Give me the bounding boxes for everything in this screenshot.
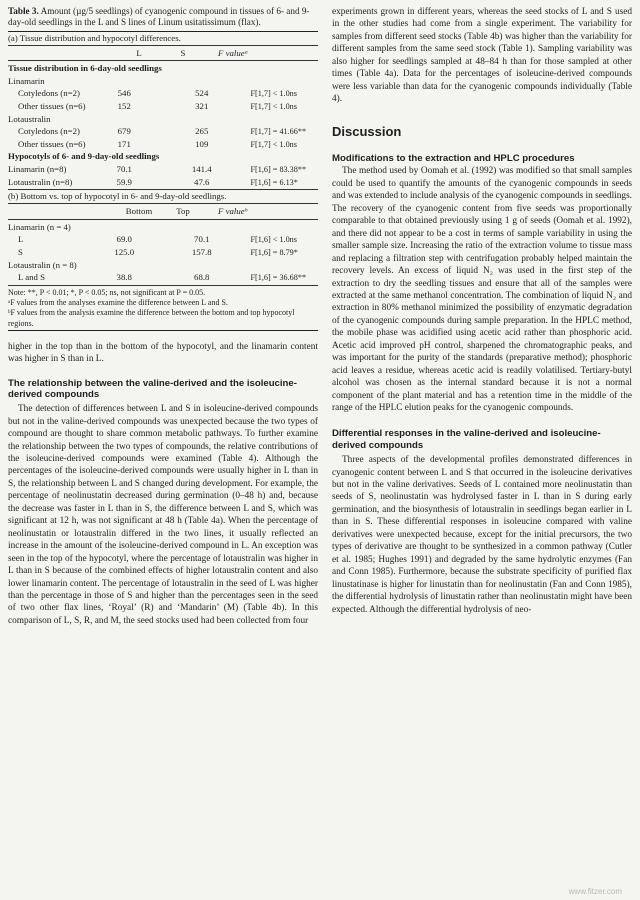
table-cell: 265 (195, 126, 209, 137)
table-note: ᵇF values from the analysis examine the difference between the bottom and top hypocotyl regions. (8, 308, 295, 328)
table-row (8, 125, 318, 138)
table-cell: Cotyledons (n=2) (18, 88, 80, 99)
table-rule (8, 203, 318, 204)
table-rule (8, 219, 318, 220)
table-header-cell: F valueᵇ (218, 206, 247, 217)
table-subgroup-label: Lotaustralin (8, 113, 51, 124)
table-part-b (8, 205, 328, 218)
table-cell: F[1,6] = 83.38** (250, 164, 307, 174)
table-header-cell: F valueᵃ (218, 47, 249, 58)
table-cell: 69.0 (116, 234, 132, 245)
body-paragraph: The method used by Oomah et al. (1992) was modified so that small samples could be used to quantify the amounts of the cyanogenic compounds in seeds and was extended to include analysis of the cyanogenic compounds in seedlings. The recovery of the cyanogenic content from five seeds was proportionally comparable to that obtained previously using 1 g of seeds (Oomah et al. 1992), and there did not appear to be a cost in terms of sample variability in using the smaller sample size. Increasing the ratio of the extraction volume to tissue mass and replacing a filtration step with centrifugation probably helped maintain the recovery levels. An excess of liquid N₂ was used in the first step of the extraction to dry the seedling tissues and ensure that all of the samples were extracted at the same methanol concentration. The combination of liquid N₂ and extraction in 80% methanol minimized the possibility of enzymatic degradation of the cyanogenic compounds during sample preparation. In the HPLC method, the mobile phase was acidified using acetic acid rather than phosphoric acid. Acetic acid improved pH control, sharpened the chromatographic peaks, and was important for the purity of the standards (preparative method); phosphoric acid leaves a residue, whereas acetic acid is readily volatilised. Tertiary-butyl alcohol was chosen as the internal standard because it is not a normal component of the plant material and has a retention time in the middle of the range of the HPLC elution peaks for the cyanogenic compounds. (332, 166, 633, 414)
table-cell: Other tissues (n=6) (18, 100, 86, 111)
right-column (332, 6, 632, 616)
table-header-cell: Bottom (125, 206, 153, 217)
section-heading: Differential responses in the valine-derived and isoleucine-derived compounds (332, 428, 601, 452)
table-cell: Cotyledons (n=2) (18, 126, 80, 137)
table-cell: F[1,6] = 6.13* (250, 177, 298, 187)
table-rule (8, 189, 318, 190)
table-caption-text: Amount (µg/5 seedlings) of cyanogenic compound in tissues of 6- and 9-day-old seedlings in the L and S lines of Linum usitatissimum (flax). (8, 6, 310, 28)
body-paragraph: experiments grown in different years, whereas the seed stocks of L and S used in the other studies had come from a single experiment. The variability for samples from different seed stocks (Table 4b) was higher than the variability for different samples from the same seed stock (Table 1). Sampling variability was also higher for seedlings sampled at 48–84 h than for those sampled at other times (Table 4a). Data for the percentages of isoleucine-derived compounds were less variable than data for the cyanogenic compounds individually (Table 4). (332, 7, 632, 105)
table-cell: 157.8 (191, 246, 212, 257)
table-label: Table 3. (8, 6, 39, 16)
table-caption (8, 6, 318, 29)
section-heading: The relationship between the valine-derived and the isoleucine-derived compounds (8, 377, 297, 401)
table-cell: 59.9 (116, 176, 132, 187)
table-header-cell: Top (176, 206, 190, 217)
table-cell: F[1,6] = 36.68** (250, 273, 307, 283)
table-header-cell: L (136, 47, 142, 58)
table-cell: L and S (18, 272, 46, 283)
table-end-rule (8, 330, 318, 331)
table-cell: 70.1 (194, 234, 210, 245)
body-paragraph: higher in the top than in the bottom of the hypocotyl, and the linamarin content was higher in S than in L. (8, 341, 318, 365)
table-header-row (8, 205, 328, 218)
table-cell: Other tissues (n=6) (18, 138, 86, 149)
table-3 (8, 6, 318, 331)
table-cell: Lotaustralin (n=8) (8, 176, 73, 187)
table-cell: 38.8 (116, 272, 132, 283)
table-cell: 679 (117, 126, 131, 137)
body-paragraph: The detection of differences between L and S in isoleucine-derived compounds but not in the valine-derived compounds was unexpected because the two types of compound are thought to share common metabolic pathways. To further examine the relationship between the two types of compounds, the relative contributions of the isoleucine-derived compounds were examined (Table 4). Although the percentages of the isoleucine-derived compounds were usually higher in L than in S, the relationship between L and S changed during development. For example, the percentage of neolinustatin decreased during germination (0–48 h) and, because the decrease was faster in L than in S, the difference between L and S, which was significant at 12 h, was not significant at 48 h (Table 4a). When the percentage of neolinustatin or lotaustralin differed in the two lines, it usually reflected an increase in the amount of the isoleucine-derived compound in L. An exception was seen in the top of the hypocotyl, where the percentage of lotaustralin was higher in L than in S because of the combined effects of higher lotaustralin content and also lower linamarin content. The percentage of lotaustralin in the seed of L was higher than the percentage in those of S and higher than the percentages seen in the seed of two other flax lines, ‘Royal’ (R) and ‘Mandarin’ (M) (Table 4b). In this comparison of L, S, R, and M, the seed stocks used had been collected from four (8, 404, 318, 626)
table-cell: 68.8 (194, 272, 210, 283)
table-bottom-rule (8, 285, 318, 286)
table-subgroup-label: Lotaustralin (n = 8) (8, 259, 77, 270)
left-column (8, 6, 318, 627)
section-title: Discussion (332, 123, 402, 139)
table-cell: 125.0 (114, 246, 135, 257)
table-cell: 321 (195, 100, 209, 111)
table-row (8, 100, 318, 113)
table-cell: Linamarin (n=8) (8, 163, 67, 174)
table-row (8, 163, 318, 176)
body-paragraph: Three aspects of the developmental profiles demonstrated differences in cyanogenic content between L and S that occurred in the isoleucine derivatives but not in the valine derivatives. Seeds of L contained more neolinustatin than seeds of S, neolinustatin was hydrolysed faster in L than in S during early germination, and the biosynthesis of lotaustralin in seedlings began earlier in L than in S. These differential responses in isoleucine compared with valine derivatives were unexpected because, except for the initial precursors, the two types of derivative are thought to be synthesized in a common pathway (Cutler et al. 1985; Hughes 1991) and degraded by the same hydrolytic enzymes (Fan and Conn 1985). Furthermore, because the substrate specificity of purified flax linustatinase is higher for linustatin than for neolinustatin (Fan and Conn 1985), the differential hydrolysis of linustatin rather than neolinustatin might have been expected. Although the differential hydrolysis of neo- (332, 455, 632, 615)
table-row (8, 234, 318, 247)
table-cell: 70.1 (116, 163, 132, 174)
table-row (8, 246, 318, 259)
table-cell: 47.6 (194, 176, 210, 187)
section-heading: Modifications to the extraction and HPLC procedures (332, 152, 575, 164)
table-cell: 141.4 (191, 163, 212, 174)
table-cell: 109 (195, 138, 209, 149)
watermark: www.fitzer.com (568, 887, 622, 896)
table-part-b-title: (b) Bottom vs. top of hypocotyl in 6- and 9-day-old seedlings. (8, 191, 227, 202)
table-header-row (8, 47, 328, 60)
table-top-rule (8, 31, 318, 32)
table-cell: 152 (117, 100, 131, 111)
table-notes (8, 288, 318, 329)
table-cell: F[1,7] = 41.66** (250, 127, 307, 137)
table-row (8, 138, 318, 151)
table-subgroup-label: Linamarin (8, 75, 45, 86)
table-note: Note: **, P < 0.01; *, P < 0.05; ns, not significant at P = 0.05. (8, 287, 206, 297)
table-cell: F[1,7] < 1.0ns (250, 101, 297, 111)
table-cell: 171 (117, 138, 131, 149)
table-part-a (8, 47, 328, 60)
table-row (8, 88, 318, 101)
table-cell: F[1,6] < 1.0ns (250, 235, 297, 245)
table-header-cell (8, 47, 120, 60)
table-cell: F[1,7] < 1.0ns (250, 89, 297, 99)
table-cell: F[1,7] < 1.0ns (250, 139, 297, 149)
table-subgroup-row (8, 113, 318, 126)
table-cell: F[1,6] = 8.79* (250, 247, 298, 257)
table-cell: S (18, 246, 23, 257)
table-part-a-title: (a) Tissue distribution and hypocotyl differences. (8, 32, 181, 43)
table-part-a-body (8, 62, 318, 188)
table-rule (8, 60, 318, 61)
table-cell: 546 (117, 88, 131, 99)
table-group-label: Hypocotyls of 6- and 9-day-old seedlings (8, 151, 160, 162)
table-note: ᵃF values from the analyses examine the difference between L and S. (8, 298, 228, 308)
table-group-row (8, 151, 318, 164)
table-subgroup-row (8, 259, 318, 272)
table-subgroup-row (8, 221, 318, 234)
table-subgroup-row (8, 75, 318, 88)
table-row (8, 271, 318, 284)
table-header-cell (8, 205, 120, 218)
table-cell: L (18, 234, 24, 245)
table-rule (8, 45, 318, 46)
table-header-cell: S (180, 47, 186, 58)
table-cell: 524 (195, 88, 209, 99)
table-group-label: Tissue distribution in 6-day-old seedlings (8, 63, 162, 74)
table-group-row (8, 62, 318, 75)
table-row (8, 176, 318, 189)
table-subgroup-label: Linamarin (n = 4) (8, 221, 71, 232)
table-part-b-body (8, 221, 318, 284)
